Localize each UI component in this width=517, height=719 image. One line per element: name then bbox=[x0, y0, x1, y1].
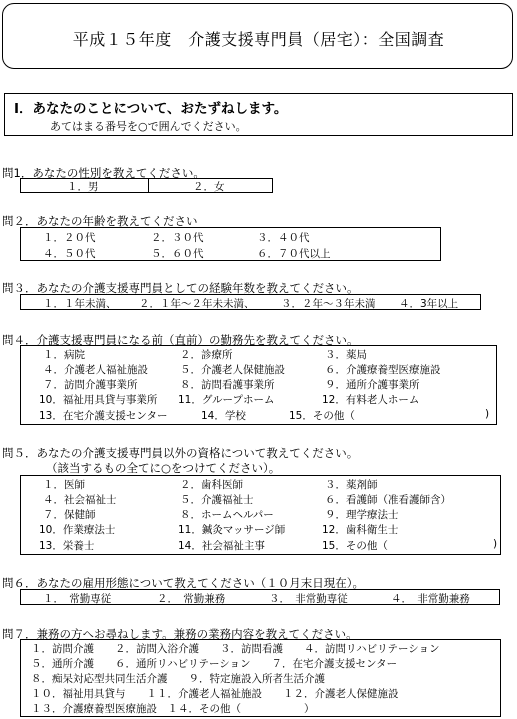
q1-option-2[interactable]: ２．女 bbox=[193, 181, 225, 193]
q3-option-3[interactable]: ３．２年～３年未満 bbox=[281, 298, 376, 310]
q4-option-1[interactable]: １．病院 bbox=[43, 349, 85, 361]
q7-line-2[interactable]: ５．通所介護 ６．通所リハビリテーション ７．在宅介護支援センター bbox=[31, 658, 398, 670]
q5-option-15[interactable]: 15．その他（ bbox=[322, 540, 388, 552]
q2-option-2[interactable]: ２．３０代 bbox=[151, 232, 204, 244]
q4-label: 問４．介護支援専門員になる前（直前）の勤務先を教えてください。 bbox=[2, 333, 359, 347]
q6-option-3[interactable]: ３． 非常勤専従 bbox=[269, 593, 348, 605]
q5-sublabel: （該当するもの全てに○をつけてください）。 bbox=[46, 461, 281, 475]
q5-option-13[interactable]: 13．栄養士 bbox=[39, 540, 95, 552]
q6-option-2[interactable]: ２． 常勤兼務 bbox=[157, 593, 226, 605]
q2-options bbox=[20, 227, 441, 261]
q5-option-10[interactable]: 10．作業療法士 bbox=[39, 524, 116, 536]
q7-line-5[interactable]: １３．介護療養型医療施設 １４．その他（ ） bbox=[31, 703, 315, 715]
q3-options bbox=[20, 294, 481, 310]
q6-options bbox=[20, 589, 500, 605]
q7-line-4[interactable]: １０．福祉用具貸与 １１．介護老人福祉施設 １２．介護老人保健施設 bbox=[31, 688, 399, 700]
q7-label: 問７．兼務の方へお尋ねします。兼務の業務内容を教えてください。 bbox=[2, 627, 358, 641]
q3-label: 問３．あなたの介護支援専門員としての経験年数を教えてください。 bbox=[2, 281, 359, 295]
q7-line-1[interactable]: １．訪問介護 ２．訪問入浴介護 ３．訪問看護 ４．訪問リハビリテーション bbox=[31, 643, 440, 655]
q7-options bbox=[20, 639, 501, 717]
q4-option-15-close: ) bbox=[485, 408, 490, 420]
q4-option-6[interactable]: ６．介護療養型医療施設 bbox=[325, 364, 441, 376]
q2-option-3[interactable]: ３．４０代 bbox=[257, 232, 310, 244]
q4-options bbox=[20, 345, 497, 425]
q4-option-11[interactable]: 11．グループホーム bbox=[178, 394, 275, 406]
q4-option-2[interactable]: ２．診療所 bbox=[180, 349, 233, 361]
q3-option-1[interactable]: １．１年未満、 bbox=[43, 298, 117, 310]
q1-label: 問1．あなたの性別を教えてください。 bbox=[2, 166, 205, 180]
q4-option-10[interactable]: 10．福祉用具貸与事業所 bbox=[39, 394, 158, 406]
q4-option-3[interactable]: ３．薬局 bbox=[325, 349, 367, 361]
q6-option-1[interactable]: １． 常勤専従 bbox=[43, 593, 112, 605]
q5-option-8[interactable]: ８．ホームヘルパー bbox=[180, 509, 274, 521]
q5-option-3[interactable]: ３．薬剤師 bbox=[325, 479, 378, 491]
q5-option-4[interactable]: ４．社会福祉士 bbox=[43, 494, 117, 506]
q5-option-1[interactable]: １．医師 bbox=[43, 479, 85, 491]
q2-option-4[interactable]: ４．５０代 bbox=[43, 248, 96, 260]
q4-option-14[interactable]: 14．学校 bbox=[201, 410, 246, 422]
q5-option-15-close: ) bbox=[493, 538, 498, 550]
q7-line-3[interactable]: ８．痴呆対応型共同生活介護 ９．特定施設入所者生活介護 bbox=[31, 673, 325, 685]
q2-option-5[interactable]: ５．６０代 bbox=[151, 248, 204, 260]
q2-label: 問２．あなたの年齢を教えてください bbox=[2, 214, 198, 228]
section-note: あてはまる番号を○で囲んでください。 bbox=[50, 120, 247, 133]
page-title: 平成１５年度 介護支援専門員（居宅）：全国調査 bbox=[72, 30, 445, 49]
q4-option-12[interactable]: 12．有料老人ホーム bbox=[322, 394, 420, 406]
q1-option-1[interactable]: １．男 bbox=[67, 181, 99, 193]
q5-option-6[interactable]: ６．看護師（准看護師含） bbox=[325, 494, 451, 506]
q3-option-2[interactable]: ２．１年～２年未未満、 bbox=[139, 298, 255, 310]
q4-option-8[interactable]: ８．訪問看護事業所 bbox=[180, 379, 275, 391]
q2-option-1[interactable]: １．２０代 bbox=[43, 232, 96, 244]
q4-option-5[interactable]: ５．介護老人保健施設 bbox=[180, 364, 285, 376]
q6-option-4[interactable]: ４． 非常勤兼務 bbox=[391, 593, 470, 605]
q5-option-14[interactable]: 14．社会福祉主事 bbox=[178, 540, 265, 552]
q5-option-9[interactable]: ９．理学療法士 bbox=[325, 509, 399, 521]
q5-option-12[interactable]: 12．歯科衛生士 bbox=[322, 524, 399, 536]
q5-options bbox=[20, 475, 501, 555]
q3-option-4[interactable]: ４．3年以上 bbox=[399, 298, 459, 310]
q5-option-11[interactable]: 11．鍼灸マッサージ師 bbox=[178, 524, 286, 536]
q5-label: 問５．あなたの介護支援専門員以外の資格について教えてください。 bbox=[2, 446, 359, 460]
section-heading: Ⅰ．あなたのことについて、おたずねします。 bbox=[14, 101, 288, 117]
q1-options bbox=[20, 178, 273, 193]
q4-option-7[interactable]: ７．訪問介護事業所 bbox=[43, 379, 138, 391]
q5-option-7[interactable]: ７．保健師 bbox=[43, 509, 96, 521]
q4-option-15[interactable]: 15．その他（ bbox=[289, 410, 355, 422]
q5-option-5[interactable]: ５．介護福祉士 bbox=[180, 494, 254, 506]
q6-label: 問６．あなたの雇用形態について教えてください（１０月末日現在）。 bbox=[2, 576, 365, 590]
q4-option-13[interactable]: 13．在宅介護支援センター bbox=[39, 410, 168, 422]
q4-option-9[interactable]: ９．通所介護事業所 bbox=[325, 379, 420, 391]
q5-option-2[interactable]: ２．歯科医師 bbox=[180, 479, 243, 491]
q2-option-6[interactable]: ６．７０代以上 bbox=[257, 248, 331, 260]
q4-option-4[interactable]: ４．介護老人福祉施設 bbox=[43, 364, 148, 376]
